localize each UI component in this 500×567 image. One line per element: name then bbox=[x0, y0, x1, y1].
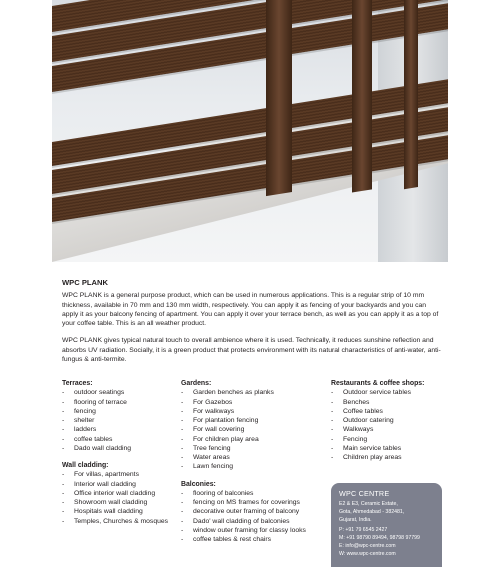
website-link[interactable]: W: www.wpc-centre.com bbox=[339, 550, 396, 557]
email-link[interactable]: E: info@wpc-centre.com bbox=[339, 542, 396, 549]
wpc-plank-fence-photo bbox=[52, 0, 448, 262]
list-item: - For villas, apartments bbox=[62, 470, 180, 479]
list-item: - Garden benches as planks bbox=[181, 388, 331, 397]
list-item: - Fencing bbox=[331, 435, 451, 444]
list-item: - For walkways bbox=[181, 407, 331, 416]
list-item: - Outdoor catering bbox=[331, 416, 451, 425]
list-item: - coffee tables & rest chairs bbox=[181, 535, 331, 544]
list-item: - Coffee tables bbox=[331, 407, 451, 416]
list-item: - shelter bbox=[62, 416, 180, 425]
list-item: - Interior wall cladding bbox=[62, 480, 180, 489]
list-item: - Tree fencing bbox=[181, 444, 331, 453]
fence-post bbox=[266, 0, 292, 196]
list-item: - flooring of balconies bbox=[181, 489, 331, 498]
list-item: - Dado wall cladding bbox=[62, 444, 180, 453]
list-item: - coffee tables bbox=[62, 435, 180, 444]
list-item: - For plantation fencing bbox=[181, 416, 331, 425]
list-item: - window outer framing for classy looks bbox=[181, 526, 331, 535]
group-title: Wall cladding: bbox=[62, 462, 109, 470]
list-item: - Lawn fencing bbox=[181, 462, 331, 471]
group-terraces bbox=[62, 379, 180, 453]
list-item: - fencing on MS frames for coverings bbox=[181, 498, 331, 507]
description bbox=[62, 278, 442, 372]
group-title: Terraces: bbox=[62, 380, 93, 387]
fence-post bbox=[404, 0, 418, 189]
page-title: WPC PLANK bbox=[62, 278, 108, 287]
group-title: Gardens: bbox=[181, 380, 212, 387]
phone-line: P: +91 79 6545 2427 bbox=[339, 527, 388, 534]
list-item: - Main service tables bbox=[331, 444, 451, 453]
list-item: - For Gazebos bbox=[181, 398, 331, 407]
list-item: - For children play area bbox=[181, 435, 331, 444]
benefits-paragraph: WPC PLANK gives typical natural touch to overall ambience where it is used. Technically, it reduces sunshine reflection and absorbs UV radiation. Socially, it is a green product that protects environment with its natural characteristics of anti-water, anti-fungus & anti-termite. bbox=[62, 337, 441, 363]
restaurants-list bbox=[331, 388, 451, 462]
group-restaurants bbox=[331, 379, 451, 462]
list-item: - Hospitals wall cladding bbox=[62, 507, 180, 516]
address-line: Gujarat, India. bbox=[339, 516, 372, 523]
list-item: - For wall covering bbox=[181, 425, 331, 434]
group-wall-cladding bbox=[62, 461, 180, 526]
list-item: - Children play areas bbox=[331, 453, 451, 462]
list-item: - Benches bbox=[331, 398, 451, 407]
balconies-list bbox=[181, 489, 331, 544]
group-gardens bbox=[181, 379, 331, 472]
column-3 bbox=[331, 379, 451, 470]
list-item: - Walkways bbox=[331, 425, 451, 434]
list-item: - Outdoor service tables bbox=[331, 388, 451, 397]
list-item: - Showroom wall cladding bbox=[62, 498, 180, 507]
list-item: - flooring of terrace bbox=[62, 398, 180, 407]
contact-card bbox=[331, 483, 442, 567]
list-item: - ladders bbox=[62, 425, 180, 434]
column-2 bbox=[181, 379, 331, 552]
mobile-line: M: +91 98790 89494, 98798 97799 bbox=[339, 535, 420, 542]
list-item: - Water areas bbox=[181, 453, 331, 462]
gardens-list bbox=[181, 388, 331, 471]
group-balconies bbox=[181, 480, 331, 545]
wall-cladding-list bbox=[62, 470, 180, 525]
list-item: - Office interior wall cladding bbox=[62, 489, 180, 498]
list-item: - Dado' wall cladding of balconies bbox=[181, 517, 331, 526]
list-item: - decorative outer framing of balcony bbox=[181, 507, 331, 516]
group-title: Restaurants & coffee shops: bbox=[331, 380, 425, 387]
address-line: E2 & E3, Ceramic Estate, bbox=[339, 501, 398, 507]
address-line: Gota, Ahmedabad - 382481, bbox=[339, 508, 405, 515]
column-1 bbox=[62, 379, 180, 534]
list-item: - outdoor seatings bbox=[62, 388, 180, 397]
fence-post bbox=[352, 0, 372, 192]
group-title: Balconies: bbox=[181, 480, 216, 488]
company-name: WPC CENTRE bbox=[339, 489, 390, 498]
terraces-list bbox=[62, 388, 180, 453]
list-item: - Temples, Churches & mosques bbox=[62, 517, 180, 526]
list-item: - fencing bbox=[62, 407, 180, 416]
intro-paragraph: WPC PLANK is a general purpose product, which can be used in numerous applications. This is a regular strip of 10 mm thickness, available in 70 mm and 130 mm width, respectively. You can apply it as fencing of your backyards and you can apply it as your balcony fencing of apartment. You can apply it over your terrace bench, as well as you can apply it as a top of your coffee table. This is an all weather product. bbox=[62, 292, 439, 328]
